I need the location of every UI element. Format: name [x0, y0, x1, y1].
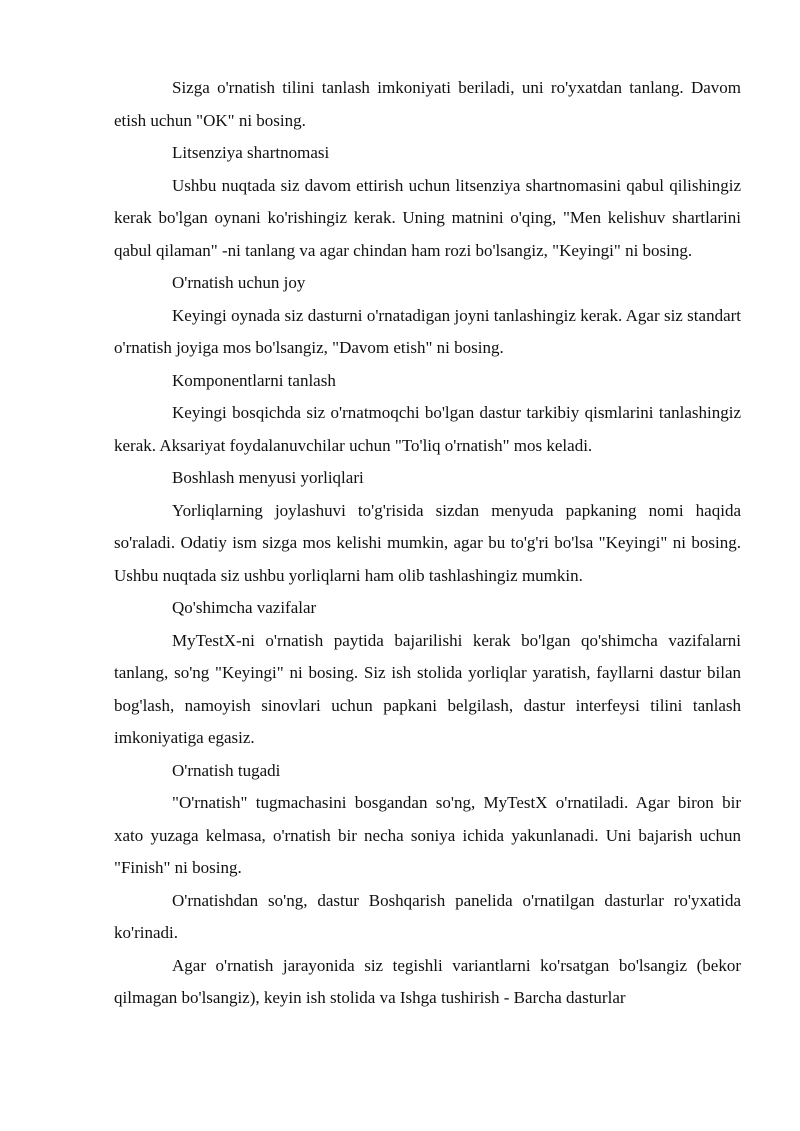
paragraph-start-menu-shortcuts: Yorliqlarning joylashuvi to'g'risida sizdan menyuda papkaning nomi haqida so'raladi. Odatiy ism sizga mos kelishi mumkin, agar bu to'g'ri bo'lsa "Keyingi" ni bosing. Ushbu nuqtada siz ushbu yorliqlarni ham olib tashlashingiz mumkin.	[114, 500, 741, 585]
paragraph-component-selection: Keyingi bosqichda siz o'rnatmoqchi bo'lgan dastur tarkibiy qismlarini tanlashingiz kerak. Aksariyat foydalanuvchilar uchun "To'liq o'rnatish" mos keladi.	[114, 403, 741, 455]
heading-additional-tasks: Qo'shimcha vazifalar	[172, 598, 317, 617]
heading-component-selection: Komponentlarni tanlash	[172, 370, 336, 390]
heading-license-agreement: Litsenziya shartnomasi	[172, 143, 330, 162]
paragraph-license-agreement: Ushbu nuqtada siz davom ettirish uchun litsenziya shartnomasini qabul qilishingiz kerak bo'lgan oynani ko'rishingiz kerak. Uning matnini o'qing, "Men kelishuv shartlarini qabul qilaman" -ni tanlang va agar chindan ham rozi bo'lsangiz, "Keyingi" ni bosing.	[114, 175, 741, 260]
paragraph-additional-tasks: MyTestX-ni o'rnatish paytida bajarilishi kerak bo'lgan qo'shimcha vazifalarni tanlang, so'ng "Keyingi" ni bosing. Siz ish stolida yorliqlar yaratish, fayllarni dastur bilan bog'lash, namoyish sinovlari uchun papkani belgilash, dastur interfeysi tilini tanlash imkoniyatiga egasiz.	[114, 630, 741, 747]
document-body	[114, 72, 741, 1015]
paragraph-language-selection: Sizga o'rnatish tilini tanlash imkoniyati beriladi, uni ro'yxatdan tanlang. Davom etish uchun "OK" ni bosing.	[114, 78, 741, 130]
heading-start-menu-shortcuts: Boshlash menyusi yorliqlari	[172, 468, 364, 487]
paragraph-desktop-shortcuts: Agar o'rnatish jarayonida siz tegishli variantlarni ko'rsatgan bo'lsangiz (bekor qilmagan bo'lsangiz), keyin ish stolida va Ishga tushirish - Barcha dasturlar	[114, 955, 741, 1007]
paragraph-install-location: Keyingi oynada siz dasturni o'rnatadigan joyni tanlashingiz kerak. Agar siz standart o'rnatish joyiga mos bo'lsangiz, "Davom etish" ni bosing.	[114, 305, 741, 357]
paragraph-control-panel: O'rnatishdan so'ng, dastur Boshqarish panelida o'rnatilgan dasturlar ro'yxatida ko'rinadi.	[114, 890, 741, 942]
heading-installation-complete: O'rnatish tugadi	[172, 760, 281, 780]
paragraph-installation-complete: "O'rnatish" tugmachasini bosgandan so'ng, MyTestX o'rnatiladi. Agar biron bir xato yuzaga kelmasa, o'rnatish bir necha soniya ichida yakunlanadi. Uni bajarish uchun "Finish" ni bosing.	[114, 793, 741, 877]
heading-install-location: O'rnatish uchun joy	[172, 273, 306, 292]
